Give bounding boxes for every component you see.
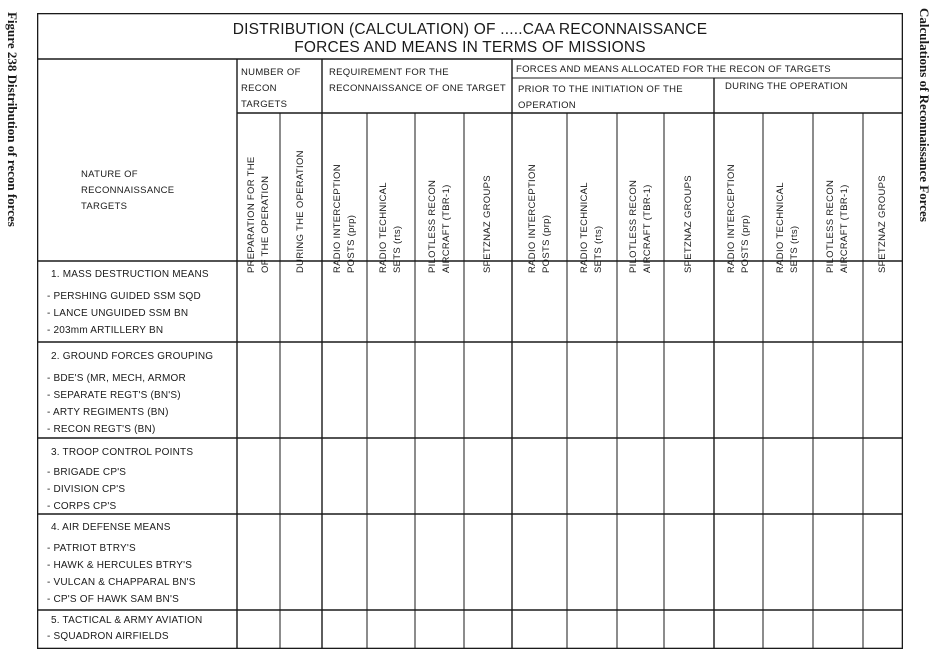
row-group-title: 4. AIR DEFENSE MEANS xyxy=(51,522,171,533)
row-item: - CORPS CP'S xyxy=(47,501,117,512)
col-label-req-pilotless xyxy=(415,123,464,273)
col-label-line: POSTS (prp) xyxy=(345,214,357,273)
col-label-prior-radio-technical xyxy=(567,123,617,273)
row-item: - PATRIOT BTRY'S xyxy=(47,543,136,554)
header-requirement: REQUIREMENT FOR THE RECONNAISSANCE OF ONE TARGET xyxy=(329,67,506,94)
col-label-line: SETS (rts) xyxy=(392,225,403,273)
col-label-line: SPETZNAZ GROUPS xyxy=(877,175,888,273)
row-group-title: 1. MASS DESTRUCTION MEANS xyxy=(51,269,209,280)
header-number-of-targets: NUMBER OF RECON TARGETS xyxy=(241,67,301,110)
col-label-line: RADIO INTERCEPTION xyxy=(526,164,538,273)
table-title-line-2: FORCES AND MEANS IN TERMS OF MISSIONS xyxy=(294,39,646,56)
col-label-line: POSTS (prp) xyxy=(540,214,552,273)
col-label-during-radio-technical xyxy=(763,123,813,273)
row-item: - LANCE UNGUIDED SSM BN xyxy=(47,308,189,319)
row-group-title: 3. TROOP CONTROL POINTS xyxy=(51,447,194,458)
col-label-line: PILOTLESS RECON xyxy=(426,179,438,273)
col-label-line: DURING THE OPERATION xyxy=(295,150,306,273)
col-label-line: POSTS (prp) xyxy=(739,214,751,273)
col-label-line: PREPARATION FOR THE xyxy=(245,156,257,273)
col-label-line: RADIO TECHNICAL xyxy=(579,182,590,273)
row-item: - BDE'S (MR, MECH, ARMOR xyxy=(47,373,186,384)
header-nature-of-targets: NATURE OF RECONNAISSANCE TARGETS xyxy=(81,169,175,212)
col-label-line: RADIO INTERCEPTION xyxy=(725,164,737,273)
col-label-line: AIRCRAFT (TBR-1) xyxy=(440,184,452,273)
col-label-req-radio-interception xyxy=(322,123,367,273)
distribution-table xyxy=(37,13,903,649)
row-group-title: 2. GROUND FORCES GROUPING xyxy=(51,351,214,362)
header-during-operation: DURING THE OPERATION xyxy=(725,81,848,92)
col-label-line: SETS (rts) xyxy=(789,225,800,273)
col-label-line: PILOTLESS RECON xyxy=(627,179,639,273)
col-label-during-pilotless xyxy=(813,123,863,273)
table-title-line-1: DISTRIBUTION (CALCULATION) OF .....CAA RECONNAISSANCE xyxy=(232,21,708,38)
row-item: - 203mm ARTILLERY BN xyxy=(47,325,164,336)
row-item: - SQUADRON AIRFIELDS xyxy=(47,631,169,642)
row-item: - BRIGADE CP'S xyxy=(47,467,127,478)
row-item: - SEPARATE REGT'S (BN'S) xyxy=(47,390,181,401)
col-label-req-spetsnaz xyxy=(464,123,512,273)
col-label-line: RADIO TECHNICAL xyxy=(775,182,786,273)
col-label-line: PILOTLESS RECON xyxy=(825,179,836,273)
table-grid xyxy=(37,13,903,649)
figure-caption: Figure 238 Distribution of recon forces xyxy=(5,12,20,227)
row-item: - ARTY REGIMENTS (BN) xyxy=(47,407,169,418)
row-item: - VULCAN & CHAPPARAL BN'S xyxy=(47,577,196,588)
row-item: - RECON REGT'S (BN) xyxy=(47,424,156,435)
col-label-req-radio-technical xyxy=(367,123,415,273)
row-group-title: 5. TACTICAL & ARMY AVIATION xyxy=(51,615,203,626)
col-label-line: SETS (rts) xyxy=(593,225,604,273)
col-label-during-operation xyxy=(280,123,322,273)
col-label-line: RADIO INTERCEPTION xyxy=(331,164,343,273)
col-label-preparation xyxy=(237,123,280,273)
row-item: - HAWK & HERCULES BTRY'S xyxy=(47,560,193,571)
col-label-line: SPETZNAZ GROUPS xyxy=(683,175,694,273)
col-label-prior-spetsnaz xyxy=(664,123,714,273)
col-label-during-spetsnaz xyxy=(863,123,903,273)
row-item: - PERSHING GUIDED SSM SQD xyxy=(47,291,201,302)
header-allocated: FORCES AND MEANS ALLOCATED FOR THE RECON OF TARGETS xyxy=(516,64,831,75)
col-label-prior-pilotless xyxy=(617,123,664,273)
col-label-line: OF THE OPERATION xyxy=(259,175,271,273)
col-label-prior-radio-interception xyxy=(512,123,567,273)
col-label-during-radio-interception xyxy=(714,123,763,273)
row-item: - DIVISION CP'S xyxy=(47,484,126,495)
row-item: - CP'S OF HAWK SAM BN'S xyxy=(47,594,179,605)
col-label-line: AIRCRAFT (TBR-1) xyxy=(839,184,850,273)
col-label-line: RADIO TECHNICAL xyxy=(378,182,389,273)
header-prior-to-operation: PRIOR TO THE INITIATION OF THE OPERATION xyxy=(518,84,683,111)
col-label-line: SPETZNAZ GROUPS xyxy=(482,175,493,273)
col-label-line: AIRCRAFT (TBR-1) xyxy=(641,184,653,273)
page-header-caption: Calculations of Reconnaissance Forces xyxy=(917,8,932,222)
